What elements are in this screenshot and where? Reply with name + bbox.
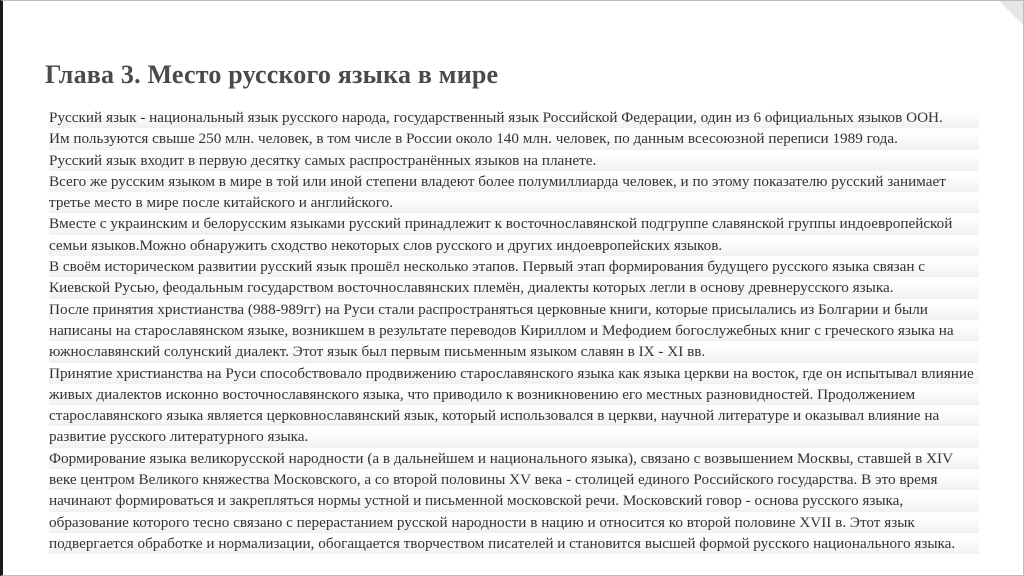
text-line: Формирование языка великорусской народности (а в дальнейшем и национального языка), связано с возвышением Москвы, ставшей в XIV <box>49 448 979 469</box>
text-line: живых диалектов исконно восточнославянского языка, что приводило к возникновению его местных разновидностей. Продолжением <box>49 384 979 405</box>
text-line: Киевской Русью, феодальным государством восточнославянских племён, диалекты которых легли в основу древнерусского языка. <box>49 277 979 298</box>
paragraph-speakers <box>49 171 979 214</box>
text-line: южнославянский солунский диалект. Этот язык был первым письменным языком славян в IX - XI вв. <box>49 341 979 362</box>
body-text <box>49 107 979 554</box>
text-line: Вместе с украинским и белорусским языками русский принадлежит к восточнославянской подгруппе славянской группы индоевропейской <box>49 213 979 234</box>
text-line: После принятия христианства (988-989гг) на Руси стали распространяться церковные книги, которые присылались из Болгарии и были <box>49 299 979 320</box>
paragraph-moscow <box>49 448 979 554</box>
paragraph-christianity <box>49 299 979 363</box>
text-line: Принятие христианства на Руси способствовало продвижению старославянского языка как языка церкви на восток, где он испытывал влияние <box>49 363 979 384</box>
paragraph-un-status <box>49 107 979 150</box>
text-line: старославянского языка является церковнославянский язык, который использовался в церкви, научной литературе и оказывал влияние на <box>49 405 979 426</box>
text-line: Им пользуются свыше 250 млн. человек, в том числе в России около 140 млн. человек, по данным всесоюзной переписи 1989 года. <box>49 128 979 149</box>
text-line: третье место в мире после китайского и английского. <box>49 192 979 213</box>
text-line: написаны на старославянском языке, возникшем в результате переводов Кириллом и Мефодием богослужебных книг с греческого языка на <box>49 320 979 341</box>
paragraph-language-family <box>49 213 979 256</box>
text-line: Русский язык входит в первую десятку самых распространённых языков на планете. <box>49 150 979 171</box>
text-line: развитие русского литературного языка. <box>49 426 979 447</box>
text-line: начинают формироваться и закрепляться нормы устной и письменной московской речи. Московский говор - основа русского языка, <box>49 490 979 511</box>
text-line: В своём историческом развитии русский язык прошёл несколько этапов. Первый этап формирования будущего русского языка связан с <box>49 256 979 277</box>
page-title: Глава 3. Место русского языка в мире <box>45 60 499 89</box>
text-line: образование которого тесно связано с перерастанием русской народности в нацию и относится ко второй половине XVII в. Этот язык <box>49 512 979 533</box>
paragraph-old-church-slavonic <box>49 363 979 448</box>
text-line: подвергается обработке и нормализации, обогащается творчеством писателей и становится высшей формой русского национального языка. <box>49 533 979 554</box>
page-corner-decoration <box>999 1 1023 25</box>
text-line: семьи языков.Можно обнаружить сходство некоторых слов русского и других индоевропейских языков. <box>49 235 979 256</box>
paragraph-top-ten <box>49 150 979 171</box>
paragraph-kievan-rus <box>49 256 979 299</box>
text-line: веке центром Великого княжества Московского, а со второй половины XV века - столицей единого Российского государства. В это время <box>49 469 979 490</box>
text-line: Русский язык - национальный язык русского народа, государственный язык Российской Федерации, один из 6 официальных языков ООН. <box>49 107 979 128</box>
text-line: Всего же русским языком в мире в той или иной степени владеют более полумиллиарда человек, и по этому показателю русский занимает <box>49 171 979 192</box>
